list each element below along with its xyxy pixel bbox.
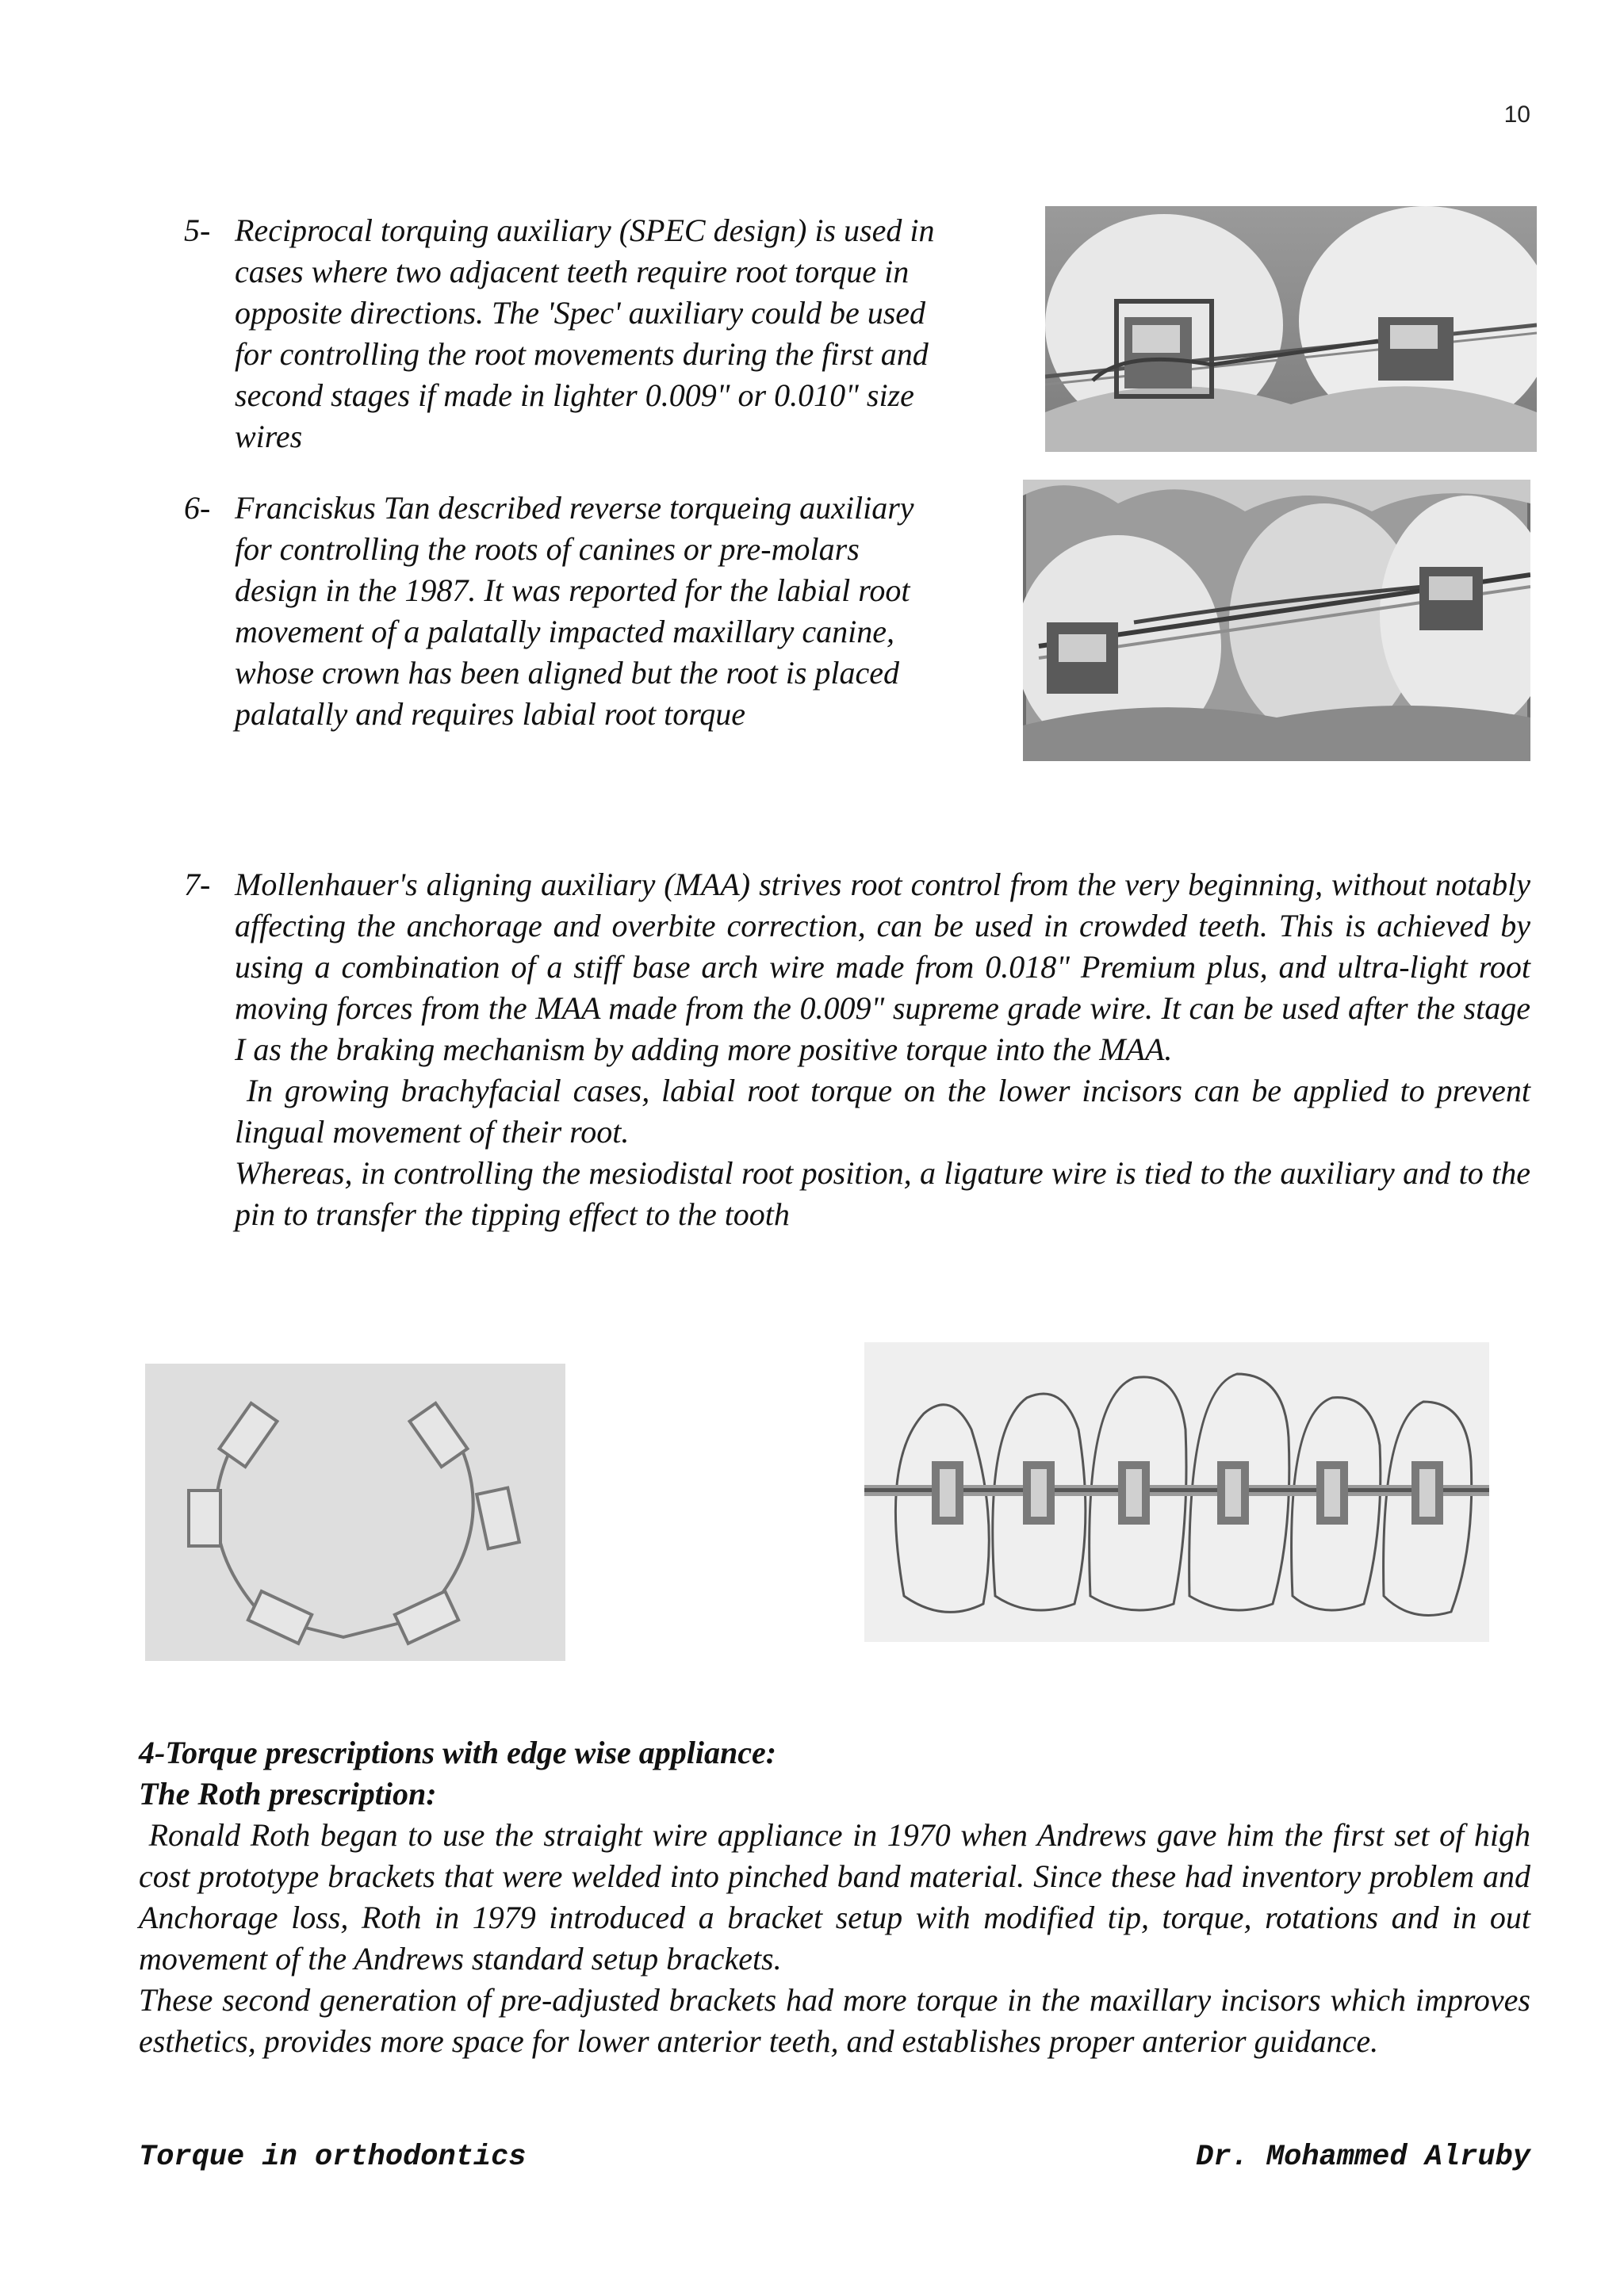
list-item-number: 6- [184, 490, 211, 526]
section-heading: 4-Torque prescriptions with edge wise appliance: [139, 1735, 777, 1770]
text-line: movement of a palatally impacted maxillary canine, [235, 614, 895, 649]
text-line: wires [235, 419, 303, 454]
arch-bracket-diagram [145, 1364, 565, 1661]
teeth-bracket-diagram [864, 1342, 1489, 1642]
page-number: 10 [1503, 101, 1530, 128]
paragraph: Whereas, in controlling the mesiodistal root position, a ligature wire is tied to the auxiliary and to the pin to transfer the tipping effect to the tooth [235, 1155, 1530, 1232]
page-footer [139, 2141, 1530, 2180]
reverse-torque-auxiliary-photo [1023, 480, 1530, 761]
text-line: design in the 1987. It was reported for the labial root [235, 572, 910, 608]
footer-author: Dr. Mohammed Alruby [1196, 2141, 1530, 2174]
text-line: opposite directions. The 'Spec' auxiliary could be used [235, 295, 926, 331]
list-item-text [235, 864, 1539, 1235]
text-line: for controlling the root movements during the first and [235, 336, 929, 372]
footer-title: Torque in orthodontics [139, 2141, 527, 2174]
list-item-6 [184, 488, 1025, 735]
spec-auxiliary-photo [1045, 206, 1537, 452]
paragraph: Mollenhauer's aligning auxiliary (MAA) strives root control from the very beginning, without notably affecting the anchorage and overbite correction, can be used in crowded teeth. This is achieved by using a combination of a stiff base arch wire made from 0.018" Premium plus, and ultra-light root moving forces from the MAA made from the 0.009" supreme grade wire. It can be used after the stage I as the braking mechanism by adding more positive torque into the MAA. [235, 867, 1530, 1067]
text-line: whose crown has been aligned but the root is placed [235, 655, 900, 691]
list-item-text [235, 210, 1025, 457]
text-line: palatally and requires labial root torque [235, 696, 746, 732]
paragraph: These second generation of pre-adjusted brackets had more torque in the maxillary incisors which improves esthetics, provides more space for lower anterior teeth, and establishes proper anterior guidance. [139, 1982, 1530, 2059]
list-item-number: 5- [184, 212, 211, 248]
text-line: Reciprocal torquing auxiliary (SPEC design) is used in [235, 212, 935, 248]
list-item-text [235, 488, 1025, 735]
paragraph: Ronald Roth began to use the straight wire appliance in 1970 when Andrews gave him the first set of high cost prototype brackets that were welded into pinched band material. Since these had inventory problem and Anchorage loss, Roth in 1979 introduced a bracket setup with modified tip, torque, rotations and in out movement of the Andrews standard setup brackets. [139, 1817, 1538, 1976]
text-line: for controlling the roots of canines or pre-molars [235, 531, 860, 567]
section-subheading: The Roth prescription: [139, 1776, 437, 1812]
roth-prescription-section [139, 1732, 1538, 2062]
list-item-5 [184, 210, 1025, 457]
text-line: Franciskus Tan described reverse torqueing auxiliary [235, 490, 914, 526]
paragraph: In growing brachyfacial cases, labial root torque on the lower incisors can be applied to prevent lingual movement of their root. [235, 1073, 1539, 1150]
list-item-7 [184, 864, 1539, 1235]
list-item-number: 7- [184, 867, 211, 902]
text-line: cases where two adjacent teeth require root torque in [235, 254, 910, 289]
text-line: second stages if made in lighter 0.009" or 0.010" size [235, 377, 914, 413]
